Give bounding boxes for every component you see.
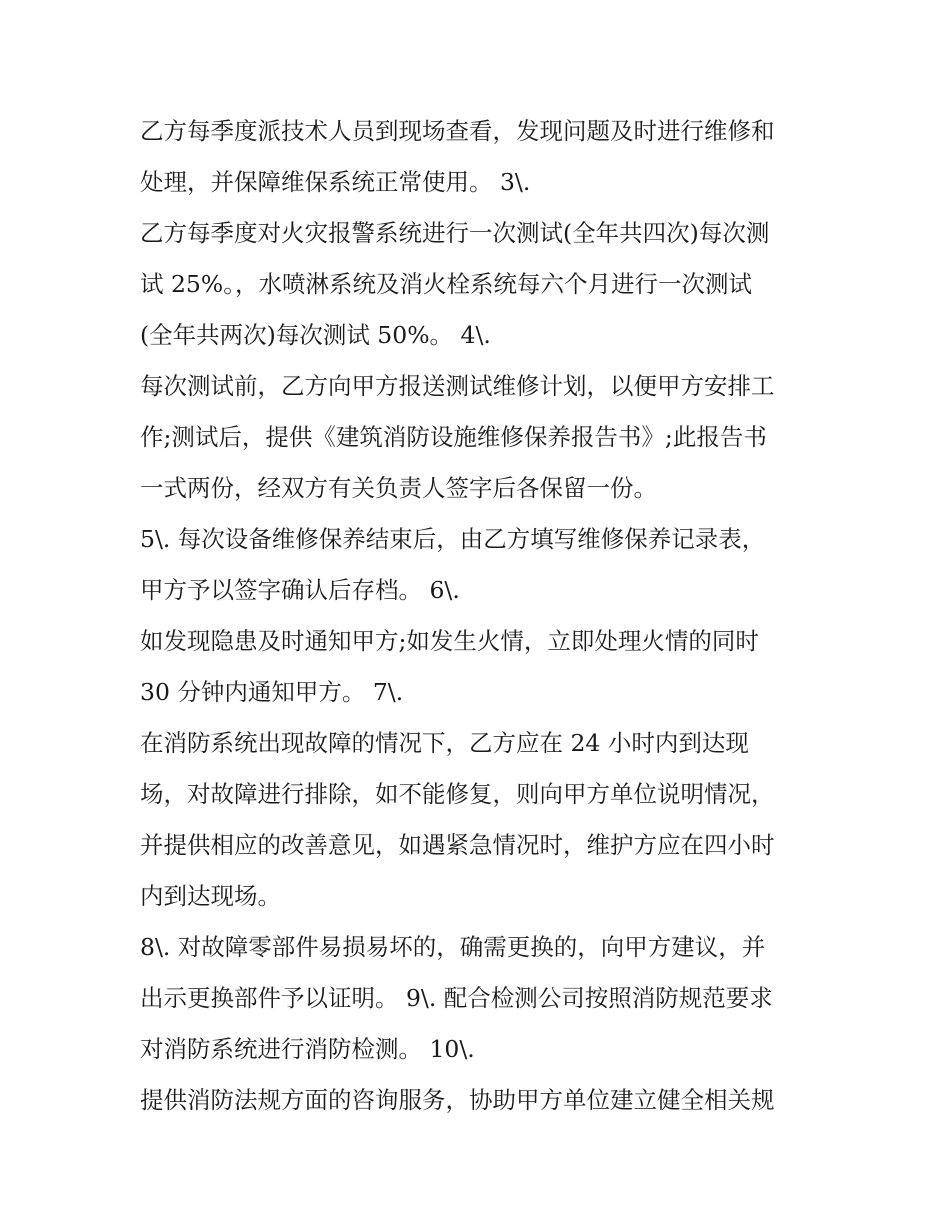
text-line: 甲方予以签字确认后存档。 6\. — [140, 576, 460, 604]
text-line: 内到达现场。 — [140, 882, 281, 910]
text-line: 8\. 对故障零部件易损易坏的，确需更换的，向甲方建议，并 — [140, 933, 766, 961]
text-line: 出示更换部件予以证明。 9\. 配合检测公司按照消防规范要求 — [140, 984, 773, 1012]
text-line: 每次测试前，乙方向甲方报送测试维修计划，以便甲方安排工 — [140, 372, 775, 400]
text-line: 对消防系统进行消防检测。 10\. — [140, 1035, 475, 1063]
text-line: 如发现隐患及时通知甲方;如发生火情，立即处理火情的同时 — [140, 627, 759, 655]
text-line: 作;测试后，提供《建筑消防设施维修保养报告书》;此报告书 — [140, 423, 767, 451]
text-line: 30 分钟内通知甲方。 7\. — [140, 678, 404, 706]
text-line: 处理，并保障维保系统正常使用。 3\. — [140, 168, 531, 196]
text-line: 提供消防法规方面的咨询服务，协助甲方单位建立健全相关规 — [140, 1086, 775, 1114]
text-line: 乙方每季度对火灾报警系统进行一次测试(全年共四次)每次测 — [140, 219, 770, 247]
text-line: (全年共两次)每次测试 50%。 4\. — [140, 321, 491, 349]
text-line: 5\. 每次设备维修保养结束后，由乙方填写维修保养记录表， — [140, 525, 766, 553]
text-line: 在消防系统出现故障的情况下，乙方应在 24 小时内到达现 — [140, 729, 749, 757]
text-line: 一式两份，经双方有关负责人签字后各保留一份。 — [140, 474, 657, 502]
document-body — [140, 106, 830, 1126]
text-line: 试 25%。，水喷淋系统及消火栓系统每六个月进行一次测试 — [140, 270, 752, 298]
text-line: 并提供相应的改善意见，如遇紧急情况时，维护方应在四小时 — [140, 831, 775, 859]
text-line: 场，对故障进行排除，如不能修复，则向甲方单位说明情况， — [140, 780, 775, 808]
text-line: 乙方每季度派技术人员到现场查看，发现问题及时进行维修和 — [140, 117, 775, 145]
